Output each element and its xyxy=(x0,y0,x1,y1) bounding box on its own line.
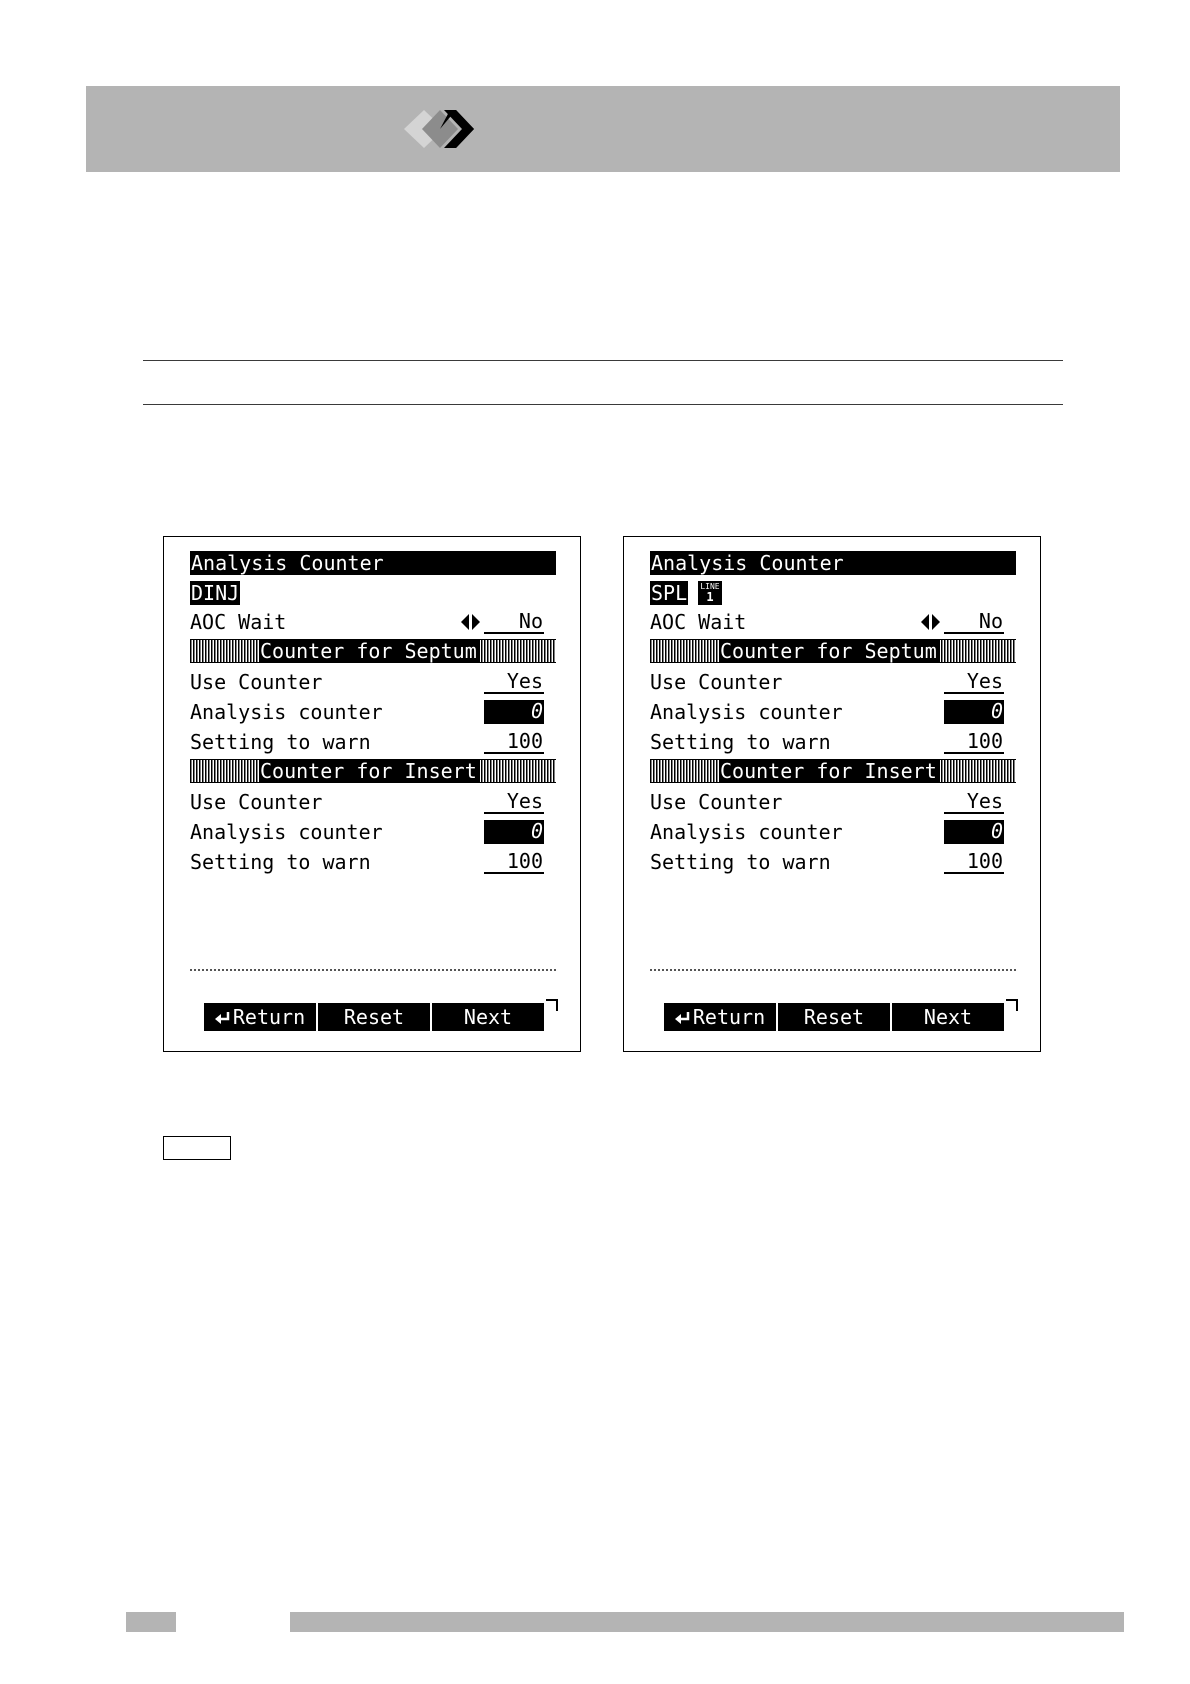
use-counter-value[interactable]: Yes xyxy=(944,670,1004,694)
insert-setting-to-warn-row[interactable] xyxy=(650,849,1004,875)
return-button[interactable] xyxy=(204,1003,318,1031)
analysis-counter-value[interactable]: 0 xyxy=(484,820,544,844)
setting-to-warn-label: Setting to warn xyxy=(190,730,371,754)
septum-section-bar xyxy=(650,639,1016,663)
footer-page-tab xyxy=(126,1612,176,1632)
analysis-counter-value[interactable]: 0 xyxy=(944,820,1004,844)
insert-section-title: Counter for Insert xyxy=(720,759,940,783)
return-arrow-icon xyxy=(675,1011,691,1025)
analysis-counter-label: Analysis counter xyxy=(650,700,843,724)
setting-to-warn-label: Setting to warn xyxy=(650,850,831,874)
insert-analysis-counter-row[interactable] xyxy=(190,819,544,845)
injector-tag: SPL xyxy=(651,581,688,605)
insert-section-title: Counter for Insert xyxy=(260,759,480,783)
analysis-counter-label: Analysis counter xyxy=(190,700,383,724)
insert-analysis-counter-row[interactable] xyxy=(650,819,1004,845)
screen-title: Analysis Counter xyxy=(190,551,556,575)
septum-use-counter-row[interactable] xyxy=(190,669,544,695)
insert-use-counter-row[interactable] xyxy=(190,789,544,815)
footer-band xyxy=(290,1612,1124,1632)
septum-setting-to-warn-row[interactable] xyxy=(190,729,544,755)
insert-use-counter-row[interactable] xyxy=(650,789,1004,815)
analysis-counter-value[interactable]: 0 xyxy=(944,700,1004,724)
left-right-arrows-icon xyxy=(920,612,942,632)
return-button[interactable] xyxy=(664,1003,778,1031)
analysis-counter-label: Analysis counter xyxy=(650,820,843,844)
diamond-arrows-icon xyxy=(404,106,484,152)
line-badge-number: 1 xyxy=(706,590,714,604)
analysis-counter-value[interactable]: 0 xyxy=(484,700,544,724)
screen-title: Analysis Counter xyxy=(650,551,1016,575)
septum-use-counter-row[interactable] xyxy=(650,669,1004,695)
aoc-wait-value[interactable]: No xyxy=(944,610,1004,634)
softkey-corner-mark xyxy=(1006,999,1018,1011)
setting-to-warn-value[interactable]: 100 xyxy=(944,850,1004,874)
septum-section-title: Counter for Septum xyxy=(720,639,940,663)
softkey-bar xyxy=(204,1003,544,1031)
septum-setting-to-warn-row[interactable] xyxy=(650,729,1004,755)
softkey-separator xyxy=(190,969,556,971)
septum-analysis-counter-row[interactable] xyxy=(650,699,1004,725)
reset-button[interactable]: Reset xyxy=(318,1003,432,1031)
note-box xyxy=(163,1136,231,1160)
insert-section-bar xyxy=(650,759,1016,783)
softkey-corner-mark xyxy=(546,999,558,1011)
reset-button[interactable]: Reset xyxy=(778,1003,892,1031)
return-label: Return xyxy=(232,1005,306,1029)
analysis-counter-label: Analysis counter xyxy=(190,820,383,844)
septum-section-bar xyxy=(190,639,556,663)
line-badge-top: LINE xyxy=(700,582,720,591)
aoc-wait-label: AOC Wait xyxy=(650,610,747,634)
setting-to-warn-label: Setting to warn xyxy=(650,730,831,754)
setting-to-warn-value[interactable]: 100 xyxy=(484,850,544,874)
softkey-separator xyxy=(650,969,1016,971)
setting-to-warn-value[interactable]: 100 xyxy=(484,730,544,754)
use-counter-value[interactable]: Yes xyxy=(484,670,544,694)
septum-analysis-counter-row[interactable] xyxy=(190,699,544,725)
use-counter-label: Use Counter xyxy=(650,790,783,814)
use-counter-value[interactable]: Yes xyxy=(944,790,1004,814)
screen-dinj xyxy=(163,536,581,1052)
use-counter-label: Use Counter xyxy=(190,790,323,814)
line-badge-icon xyxy=(698,581,722,605)
aoc-wait-value[interactable]: No xyxy=(484,610,544,634)
section-rule-bottom xyxy=(143,404,1063,405)
return-arrow-icon xyxy=(215,1011,231,1025)
return-label: Return xyxy=(692,1005,766,1029)
setting-to-warn-label: Setting to warn xyxy=(190,850,371,874)
use-counter-label: Use Counter xyxy=(650,670,783,694)
aoc-wait-row[interactable] xyxy=(190,609,544,635)
use-counter-label: Use Counter xyxy=(190,670,323,694)
setting-to-warn-value[interactable]: 100 xyxy=(944,730,1004,754)
use-counter-value[interactable]: Yes xyxy=(484,790,544,814)
section-rule-top xyxy=(143,360,1063,361)
insert-section-bar xyxy=(190,759,556,783)
header-band xyxy=(86,86,1120,172)
next-button[interactable]: Next xyxy=(463,1005,513,1029)
softkey-bar xyxy=(664,1003,1004,1031)
injector-tag: DINJ xyxy=(191,581,240,605)
insert-setting-to-warn-row[interactable] xyxy=(190,849,544,875)
next-button[interactable]: Next xyxy=(923,1005,973,1029)
left-right-arrows-icon xyxy=(460,612,482,632)
aoc-wait-row[interactable] xyxy=(650,609,1004,635)
screen-spl xyxy=(623,536,1041,1052)
aoc-wait-label: AOC Wait xyxy=(190,610,287,634)
septum-section-title: Counter for Septum xyxy=(260,639,480,663)
